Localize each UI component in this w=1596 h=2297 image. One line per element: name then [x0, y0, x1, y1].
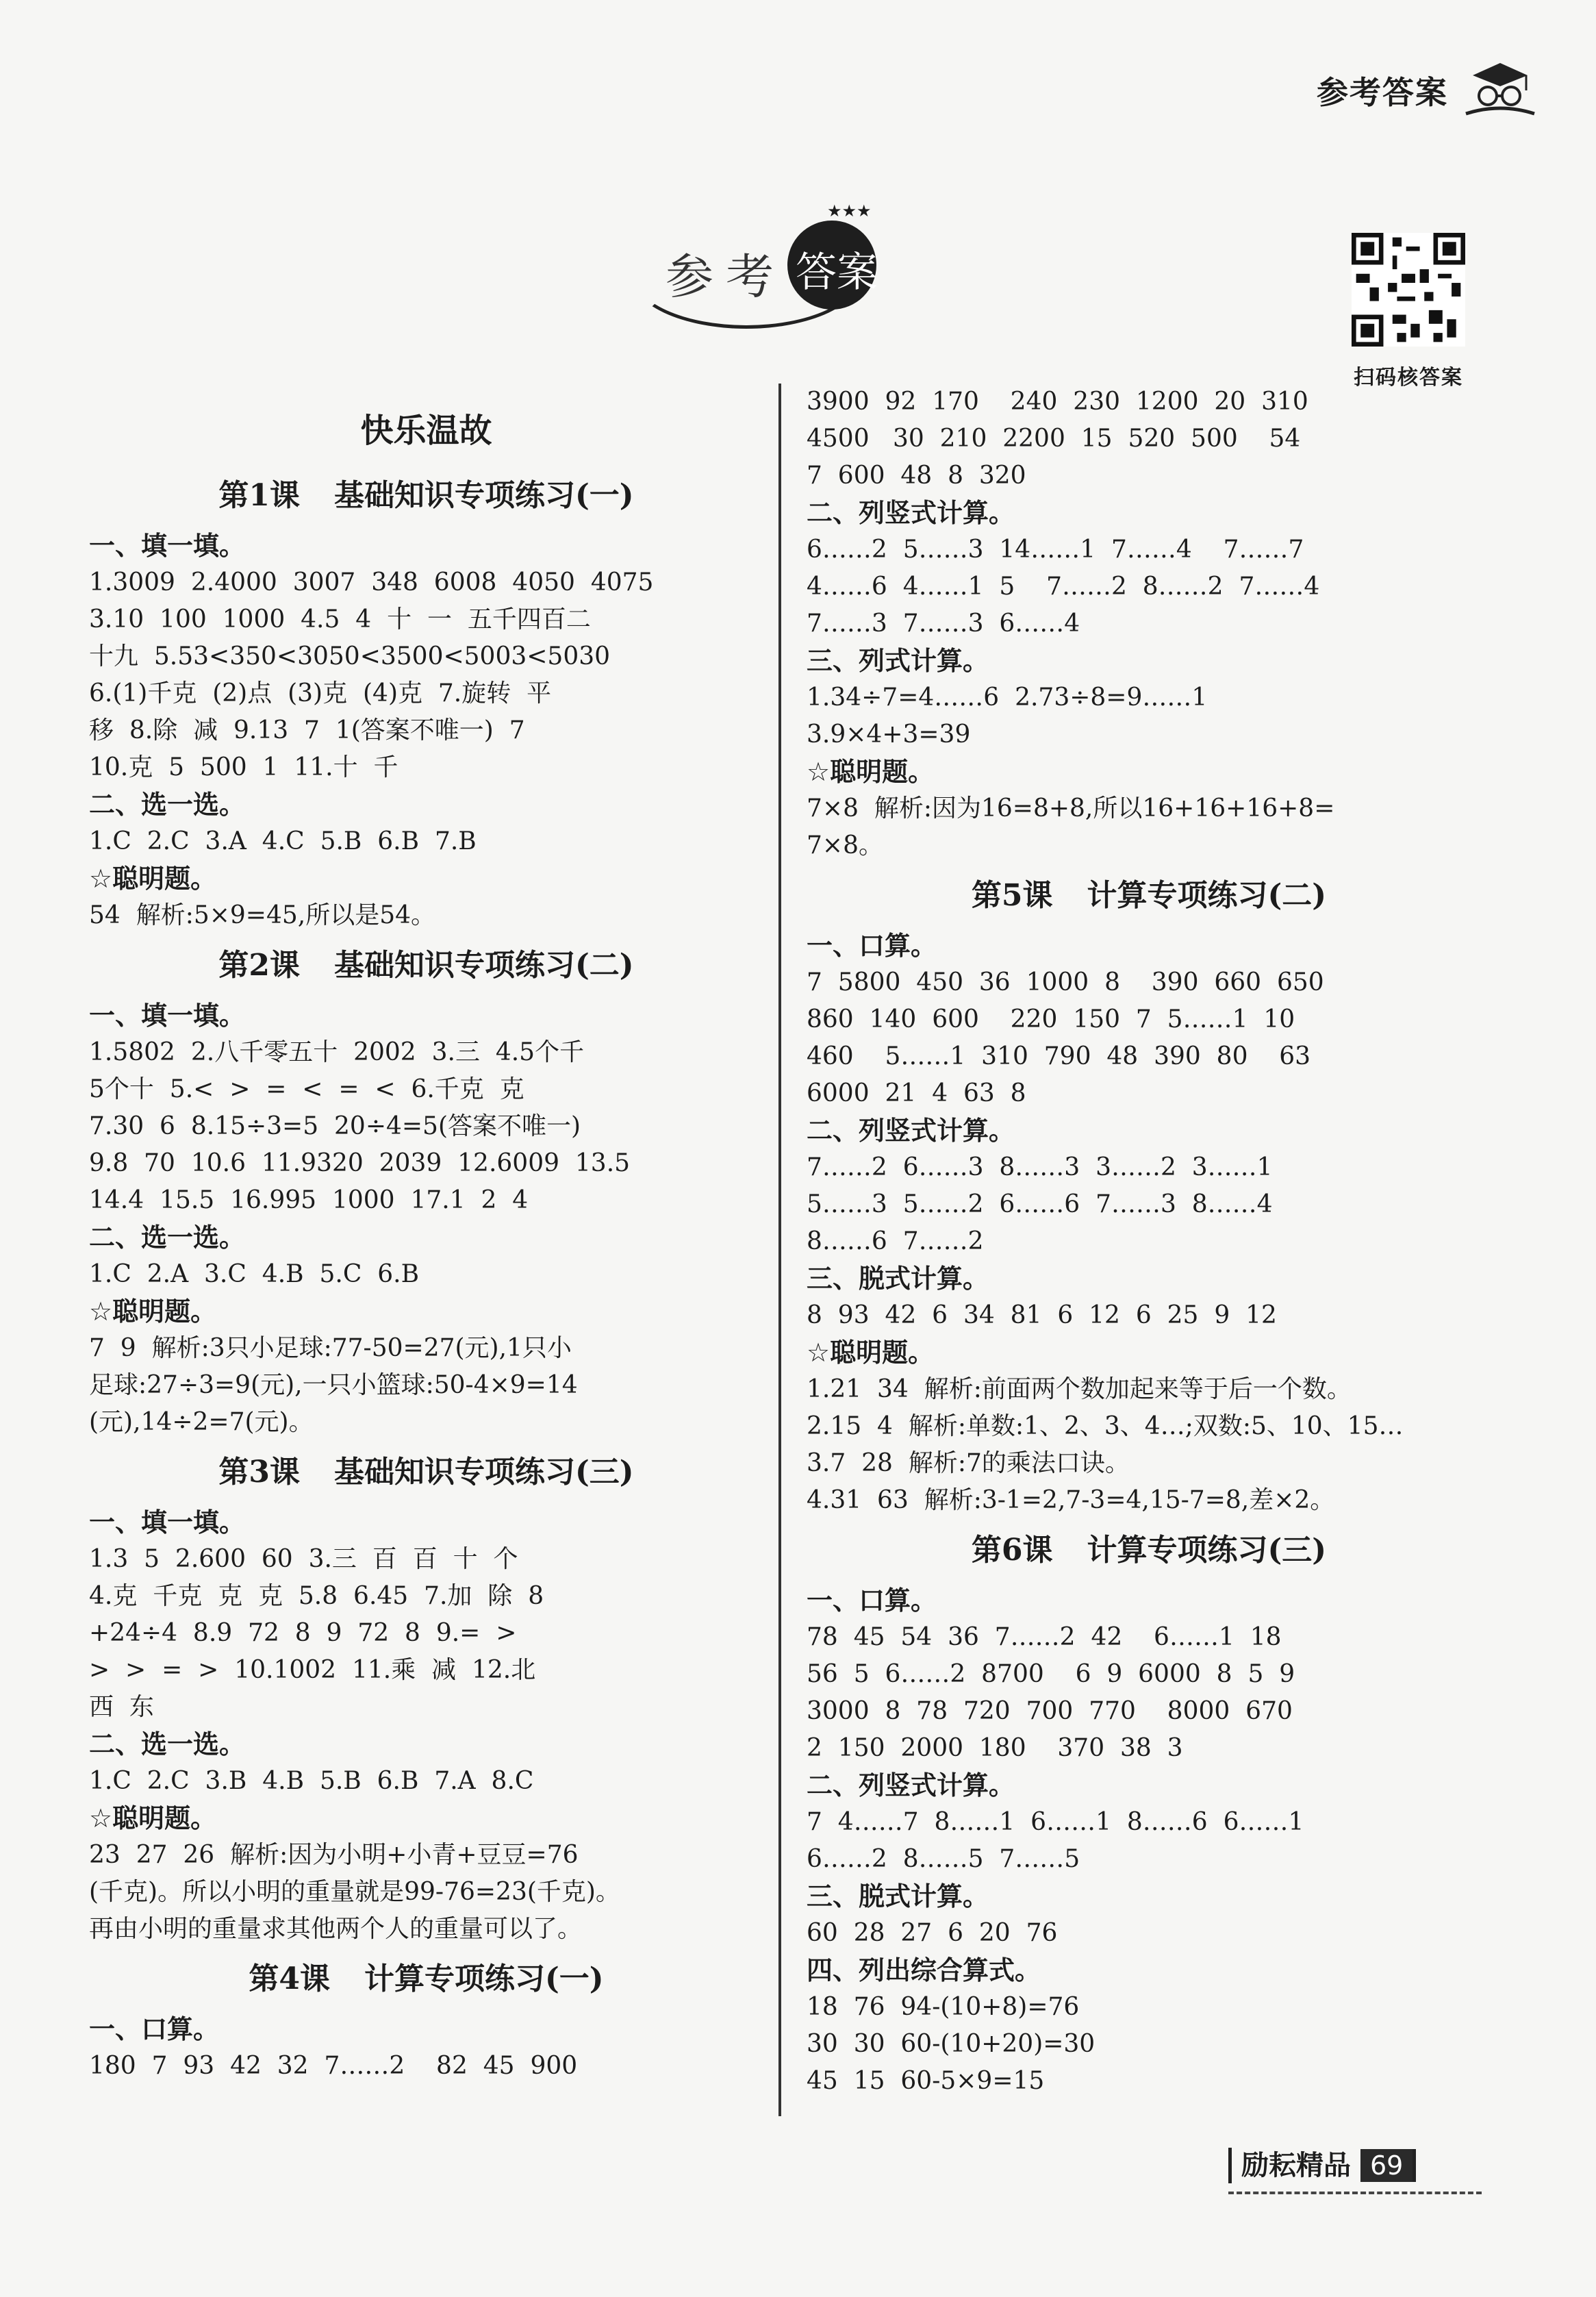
lesson-6-title: [807, 1527, 1491, 1574]
answer-line: 1.5802 2.八千零五十 2002 3.三 4.5个千: [89, 1038, 585, 1066]
answer-line: 6……2 8……5 7……5: [807, 1845, 1080, 1873]
section-heading: 四、列出综合算式。: [807, 1955, 1041, 1985]
answer-line: 1.3009 2.4000 3007 348 6008 4050 4075: [89, 568, 654, 597]
answer-line: 1.C 2.C 3.B 4.B 5.B 6.B 7.A 8.C: [89, 1767, 534, 1795]
answer-line: 7 9 解析:3只小足球:77-50=27(元),1只小: [89, 1334, 572, 1362]
lesson-name: 基础知识专项练习(三): [333, 1455, 634, 1490]
answer-line: 9.8 70 10.6 11.9320 2039 12.6009 13.5: [89, 1149, 631, 1177]
answer-line: 4……6 4……1 5 7……2 8……2 7……4: [807, 573, 1320, 601]
answer-line: > > = > 10.1002 11.乘 减 12.北: [89, 1656, 536, 1684]
answer-line: (千克)。所以小明的重量就是99-76=23(千克)。: [89, 1878, 620, 1906]
answer-line: 7.30 6 8.15÷3=5 20÷4=5(答案不唯一): [89, 1112, 581, 1140]
answer-line: 移 8.除 减 9.13 7 1(答案不唯一) 7: [89, 716, 525, 744]
answer-line: 1.3 5 2.600 60 3.三 百 百 十 个: [89, 1545, 518, 1573]
answer-line: 8……6 7……2: [807, 1227, 984, 1255]
answer-line: 足球:27÷3=9(元),一只小篮球:50-4×9=14: [89, 1371, 578, 1399]
lesson-number: 第2课: [218, 948, 300, 983]
answer-line: 7 4……7 8……1 6……1 8……6 6……1: [807, 1808, 1304, 1836]
answer-line: 2.15 4 解析:单数:1、2、3、4…;双数:5、10、15…: [807, 1412, 1404, 1440]
title-char-2: 考: [726, 249, 774, 305]
qr-block: [1352, 233, 1465, 390]
answer-line: 3.7 28 解析:7的乘法口诀。: [807, 1449, 1130, 1477]
section-heading: ☆聪明题。: [89, 1296, 217, 1327]
lesson-5-title: [807, 873, 1491, 919]
header-label: 参考答案: [1317, 74, 1448, 111]
lesson-number: 第4课: [249, 1961, 330, 1996]
answer-line: 45 15 60-5×9=15: [807, 2067, 1045, 2095]
answer-line: 3.10 100 1000 4.5 4 十 一 五千四百二: [89, 605, 591, 633]
answer-line: 3.9×4+3=39: [807, 720, 971, 749]
section-heading: 二、列竖式计算。: [807, 1116, 1015, 1146]
lesson-name: 计算专项练习(二): [1087, 878, 1327, 913]
answer-line: 7×8 解析:因为16=8+8,所以16+16+16+8=: [807, 794, 1335, 823]
section-heading: 二、选一选。: [89, 1222, 246, 1253]
answer-line: 1.21 34 解析:前面两个数加起来等于后一个数。: [807, 1375, 1352, 1403]
section-heading: 二、选一选。: [89, 790, 246, 820]
answer-line: 2 150 2000 180 370 38 3: [807, 1734, 1183, 1762]
answer-line: 5……3 5……2 6……6 7……3 8……4: [807, 1190, 1273, 1218]
lesson-name: 计算专项练习(一): [364, 1961, 604, 1996]
title-char-3: 答案: [796, 249, 878, 297]
lesson-number: 第1课: [218, 478, 300, 513]
section-heading: 三、脱式计算。: [807, 1264, 989, 1294]
section-heading: 一、口算。: [807, 1585, 937, 1616]
answer-line: 7……3 7……3 6……4: [807, 610, 1080, 638]
answer-line: +24÷4 8.9 72 8 9 72 8 9.= >: [89, 1619, 517, 1647]
section-heading: 一、口算。: [807, 931, 937, 961]
answer-line: 18 76 94-(10+8)=76: [807, 1993, 1080, 2021]
footer-logo: [1228, 2148, 1416, 2183]
lesson-number: 第3课: [218, 1455, 300, 1490]
answer-line: 4500 30 210 2200 15 520 500 54: [807, 425, 1301, 453]
answer-line: 30 30 60-(10+20)=30: [807, 2030, 1095, 2058]
section-heading: 一、填一填。: [89, 531, 246, 561]
section-heading: 二、列竖式计算。: [807, 1770, 1015, 1800]
section-heading: 二、选一选。: [89, 1729, 246, 1759]
stars-icon: ★★★: [827, 201, 872, 221]
section-heading: 一、口算。: [89, 2014, 220, 2044]
section-heading: ☆聪明题。: [807, 757, 935, 787]
section-heading: 三、脱式计算。: [807, 1881, 989, 1911]
lesson-3-title: [89, 1449, 763, 1496]
section-heading: 一、填一填。: [89, 1001, 246, 1031]
answer-line: 3900 92 170 240 230 1200 20 310: [807, 388, 1308, 416]
footer-underline: [1228, 2192, 1482, 2194]
answer-line: (元),14÷2=7(元)。: [89, 1408, 314, 1436]
lesson-name: 基础知识专项练习(二): [333, 948, 634, 983]
answer-line: 860 140 600 220 150 7 5……1 10: [807, 1005, 1295, 1033]
answer-line: 1.34÷7=4……6 2.73÷8=9……1: [807, 683, 1208, 712]
answer-line: 1.C 2.A 3.C 4.B 5.C 6.B: [89, 1260, 420, 1288]
lesson-1-title: [89, 473, 763, 519]
answer-line: 54 解析:5×9=45,所以是54。: [89, 901, 436, 929]
answer-line: 7……2 6……3 8……3 3……2 3……1: [807, 1153, 1273, 1181]
lesson-2-title: [89, 942, 763, 989]
answer-line: 78 45 54 36 7……2 42 6……1 18: [807, 1623, 1282, 1651]
answer-line: 14.4 15.5 16.995 1000 17.1 2 4: [89, 1186, 529, 1214]
answer-line: 1.C 2.C 3.A 4.C 5.B 6.B 7.B: [89, 827, 477, 855]
lesson-number: 第6课: [971, 1533, 1053, 1568]
section-heading: 一、填一填。: [89, 1507, 246, 1537]
section-heading: ☆聪明题。: [89, 1803, 217, 1833]
page-number: 69: [1360, 2149, 1416, 2182]
answers-title: [616, 199, 917, 336]
section-heading: 二、列竖式计算。: [807, 498, 1015, 528]
right-column: [807, 384, 1491, 2100]
answer-line: 60 28 27 6 20 76: [807, 1919, 1058, 1947]
answer-line: 4.克 千克 克 克 5.8 6.45 7.加 除 8: [89, 1582, 544, 1610]
answer-line: 10.克 5 500 1 11.十 千: [89, 753, 398, 781]
answer-line: 十九 5.53<350<3050<3500<5003<5030: [89, 642, 611, 670]
qr-code-icon[interactable]: [1352, 233, 1465, 347]
lesson-number: 第5课: [971, 878, 1053, 913]
answer-line: 6000 21 4 63 8: [807, 1079, 1026, 1107]
answer-line: 8 93 42 6 34 81 6 12 6 25 9 12: [807, 1301, 1277, 1329]
answer-line: 4.31 63 解析:3-1=2,7-3=4,15-7=8,差×2。: [807, 1486, 1335, 1514]
section-heading: ☆聪明题。: [807, 1338, 935, 1368]
answer-line: 3000 8 78 720 700 770 8000 670: [807, 1697, 1293, 1725]
answer-line: 5个十 5.< > = < = < 6.千克 克: [89, 1075, 524, 1103]
answer-line: 7×8。: [807, 831, 883, 859]
mascot-icon: [1459, 55, 1541, 126]
title-char-1: 参: [666, 249, 713, 305]
answer-line: 7 600 48 8 320: [807, 462, 1026, 490]
left-column: [89, 405, 763, 2085]
section-heading: ☆聪明题。: [89, 864, 217, 894]
answer-line: 再由小明的重量求其他两个人的重量可以了。: [89, 1915, 583, 1943]
answer-line: 460 5……1 310 790 48 390 80 63: [807, 1042, 1311, 1070]
answer-line: 西 东: [89, 1693, 154, 1721]
lesson-name: 基础知识专项练习(一): [333, 478, 634, 513]
page-header: [1317, 55, 1541, 126]
answer-line: 23 27 26 解析:因为小明+小青+豆豆=76: [89, 1841, 579, 1869]
lesson-4-title: [89, 1956, 763, 2003]
column-divider: [778, 384, 781, 2116]
answer-line: 180 7 93 42 32 7……2 82 45 900: [89, 2052, 578, 2080]
answer-line: 6……2 5……3 14……1 7……4 7……7: [807, 536, 1304, 564]
lesson-name: 计算专项练习(三): [1087, 1533, 1327, 1568]
main-title: 快乐温故: [360, 412, 492, 450]
qr-label: 扫码核答案: [1354, 366, 1463, 390]
logo-text: 励耘精品: [1228, 2148, 1351, 2183]
answer-line: 7 5800 450 36 1000 8 390 660 650: [807, 968, 1324, 996]
answer-line: 56 5 6……2 8700 6 9 6000 8 5 9: [807, 1660, 1295, 1688]
section-heading: 三、列式计算。: [807, 646, 989, 676]
answer-line: 6.(1)千克 (2)点 (3)克 (4)克 7.旋转 平: [89, 679, 552, 707]
